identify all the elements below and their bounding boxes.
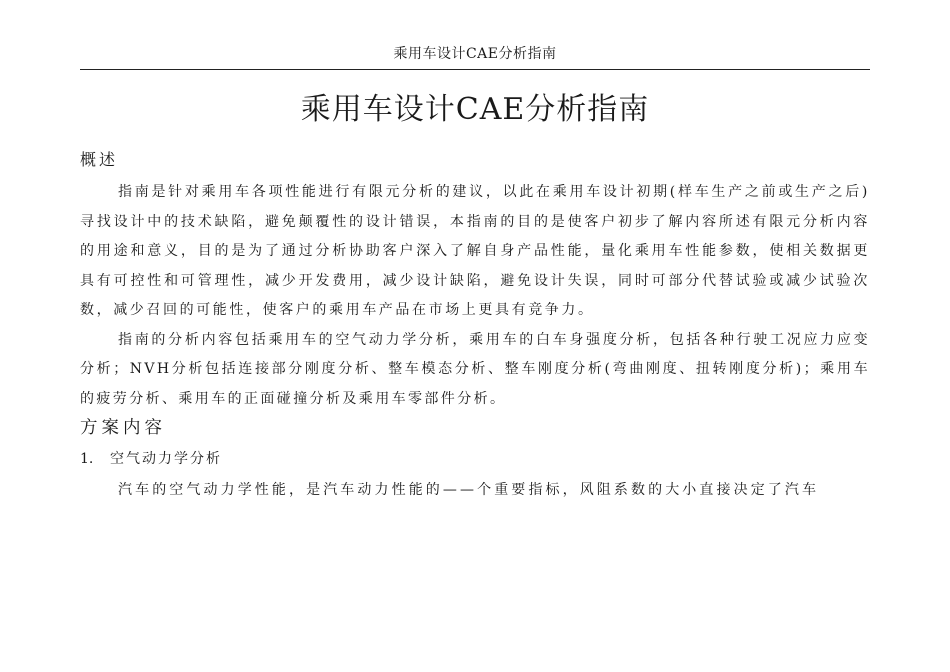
aerodynamics-paragraph: 汽车的空气动力学性能，是汽车动力性能的——个重要指标，风阻系数的大小直接决定了汽车	[118, 482, 820, 498]
document-body	[80, 148, 870, 506]
section-heading-overview: 概述	[80, 150, 119, 169]
overview-paragraph-2: 指南的分析内容包括乘用车的空气动力学分析，乘用车的白车身强度分析，包括各种行驶工况应力应变分析；NVH分析包括连接部分刚度分析、整车模态分析、整车刚度分析(弯曲刚度、扭转刚度分析)；乘用车的疲劳分析、乘用车的正面碰撞分析及乘用车零部件分析。	[80, 331, 870, 407]
subheading-title: 空气动力学分析	[110, 451, 222, 467]
running-header: 乘用车设计CAE分析指南	[393, 46, 557, 62]
section-heading-plan: 方案内容	[80, 418, 166, 438]
overview-paragraph-1: 指南是针对乘用车各项性能进行有限元分析的建议，以此在乘用车设计初期(样车生产之前或生产之后)寻找设计中的技术缺陷，避免颠覆性的设计错误，本指南的目的是使客户初步了解内容所述有限元分析内容的用途和意义，目的是为了通过分析协助客户深入了解自身产品性能，量化乘用车性能参数，使相关数据更具有可控性和可管理性，减少开发费用，减少设计缺陷，避免设计失误，同时可部分代替试验或减少试验次数，减少召回的可能性，使客户的乘用车产品在市场上更具有竞争力。	[80, 184, 870, 318]
subheading-number: 1.	[80, 451, 94, 467]
document-title: 乘用车设计CAE分析指南	[300, 92, 650, 127]
subheading-aerodynamics	[80, 448, 870, 470]
header-divider	[80, 69, 870, 70]
